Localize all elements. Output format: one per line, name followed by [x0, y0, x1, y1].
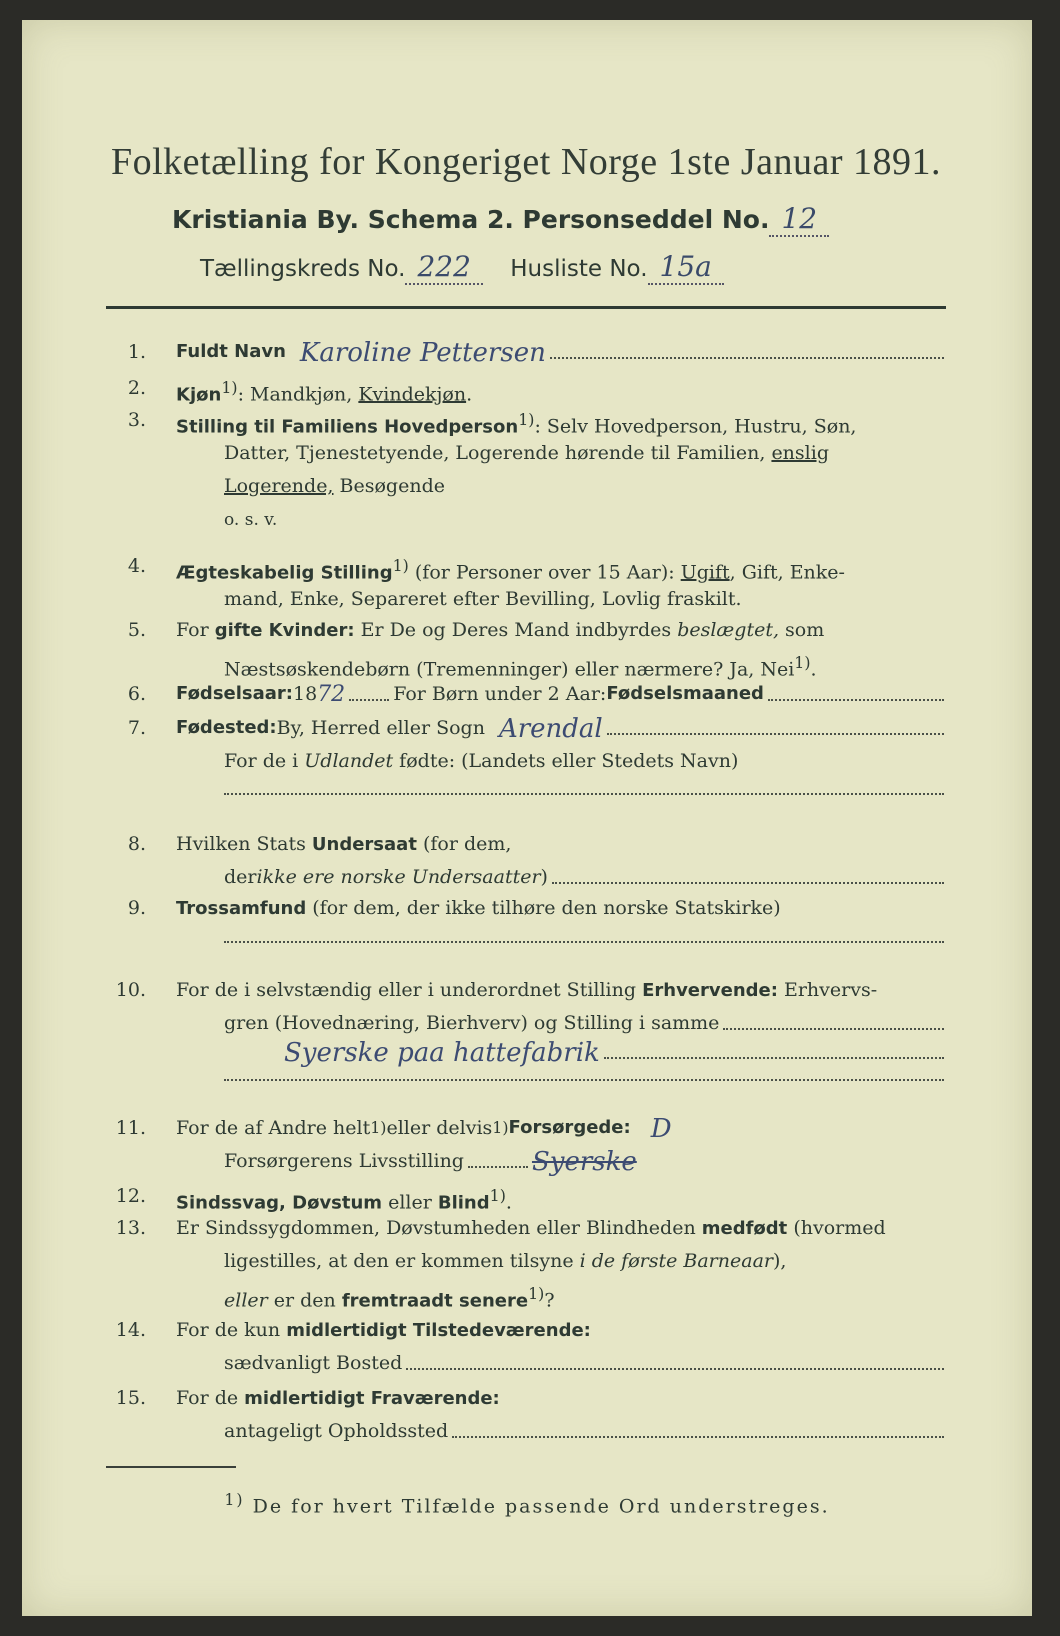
item-13-italic: i de første Barneaar	[579, 1250, 773, 1272]
item-number: 14.	[115, 1319, 146, 1341]
item-13-text4: er den	[267, 1289, 342, 1312]
item-3-line2	[224, 439, 948, 467]
item-8-line1	[176, 830, 948, 859]
item-4	[106, 552, 948, 618]
item-3-underlined2: Logerende,	[224, 475, 334, 497]
footnote-ref: 1)	[794, 653, 811, 672]
item-5-line1	[176, 616, 948, 645]
item-4-label: Ægteskabelig Stilling	[176, 562, 393, 584]
item-7-label: Fødested:	[176, 717, 277, 738]
item-9-text: (for dem, der ikke tilhøre den norske Statskirke)	[306, 897, 781, 919]
item-3-text: : Selv Hovedperson, Hustru, Søn,	[534, 415, 857, 438]
item-3-text2: Datter, Tjenestetyende, Logerende hørende til Familien,	[224, 442, 766, 464]
item-10-line2	[224, 1009, 948, 1037]
item-10-label: Erhvervende:	[642, 980, 778, 1001]
fill-dots	[604, 1057, 944, 1059]
item-number: 2.	[127, 377, 146, 399]
item-number: 13.	[115, 1217, 146, 1239]
personseddel-number: 12	[769, 202, 829, 237]
item-10-line1	[176, 976, 948, 1005]
item-7-text: By, Herred eller Sogn	[276, 717, 485, 739]
footnote-ref: 1)	[370, 1118, 387, 1137]
item-7-text3: fødte: (Landets eller Stedets Navn)	[393, 750, 739, 772]
item-13-label: medfødt	[701, 1218, 788, 1239]
item-15-text2: antageligt Opholdssted	[224, 1420, 449, 1442]
item-11-text-b: eller delvis	[386, 1117, 493, 1139]
item-number: 15.	[115, 1387, 146, 1409]
supported-answer: D	[650, 1114, 672, 1144]
item-3	[106, 406, 948, 536]
kreds-label: Tællingskreds No.	[200, 256, 406, 282]
item-15-label: midlertidigt Fraværende:	[244, 1388, 500, 1409]
item-10	[106, 976, 948, 1086]
item-12-line	[176, 1182, 948, 1217]
husliste-label: Husliste No.	[510, 256, 648, 282]
item-5	[106, 616, 948, 682]
item-3-line3	[224, 472, 948, 500]
fill-dots	[552, 882, 944, 884]
item-11-line2	[224, 1147, 948, 1175]
item-8-text: Hvilken Stats	[176, 833, 312, 855]
census-form	[22, 20, 1032, 1616]
name-answer: Karoline Pettersen	[299, 338, 546, 368]
item-3-line1	[176, 406, 948, 441]
item-11-text: For de af Andre helt	[176, 1117, 371, 1139]
item-number: 10.	[115, 979, 146, 1001]
item-7	[106, 714, 948, 814]
item-13-line3	[224, 1280, 948, 1315]
item-7-line3	[224, 778, 948, 802]
item-number: 8.	[127, 833, 146, 855]
item-6-line	[176, 680, 948, 708]
footnote-ref: 1)	[221, 378, 238, 397]
item-13-italic2: eller	[224, 1289, 268, 1312]
item-10-line3	[224, 1036, 948, 1066]
item-8-line2	[224, 863, 948, 891]
item-number: 11.	[115, 1117, 146, 1139]
item-2-line	[176, 374, 948, 409]
item-number: 9.	[127, 897, 146, 919]
item-13-text2: ligestilles, at den er kommen tilsyne	[224, 1250, 580, 1272]
item-9-line1	[176, 894, 948, 923]
item-5-line2	[224, 649, 948, 683]
occupation-answer: Syerske paa hattefabrik	[284, 1038, 600, 1068]
item-3-text4: o. s. v.	[224, 510, 278, 530]
item-14-text2: sædvanligt Bosted	[224, 1352, 403, 1374]
item-14-line2	[224, 1349, 948, 1377]
item-11	[106, 1114, 948, 1180]
item-4-text-b: , Gift, Enke-	[729, 561, 845, 584]
item-14	[106, 1316, 948, 1382]
item-9-line2	[224, 926, 948, 950]
item-number: 1.	[127, 341, 146, 363]
fill-dots	[224, 941, 944, 943]
item-5-text-b: Er De og Deres Mand indbyrdes	[354, 619, 678, 641]
item-8-label: Undersaat	[311, 834, 417, 855]
item-5-text-c: som	[779, 619, 825, 641]
item-12-label: Sindssvag, Døvstum	[176, 1192, 383, 1214]
provider-occupation-answer: Syerske	[531, 1147, 637, 1177]
item-9	[106, 894, 948, 960]
item-2-end: .	[466, 383, 473, 406]
item-3-text3: Besøgende	[333, 475, 445, 497]
birthplace-answer: Arendal	[498, 714, 603, 744]
item-8-text3: )	[540, 866, 548, 888]
item-6-label: Fødselsaar:	[176, 683, 293, 704]
item-5-text2: Næstsøskendebørn (Tremenninger) eller nærmere? Ja, Nei	[224, 658, 795, 681]
item-13-text3: ),	[773, 1250, 787, 1272]
item-number: 7.	[127, 717, 146, 739]
fill-dots	[452, 1436, 944, 1438]
item-10-line4	[224, 1068, 948, 1088]
item-7-text2: For de i	[224, 750, 305, 772]
item-number: 5.	[127, 619, 146, 641]
item-8-text-b: (for dem,	[416, 833, 512, 855]
item-10-text2: gren (Hovednæring, Bierhverv) og Stilling i samme	[224, 1012, 720, 1034]
item-8-text2: der	[224, 866, 257, 888]
item-2-text: : Mandkjøn,	[237, 383, 359, 406]
footnote-ref: 1)	[518, 410, 535, 429]
item-5-italic: beslægtet,	[677, 619, 780, 641]
fill-dots	[723, 1028, 944, 1030]
footnote	[22, 1490, 1032, 1517]
item-4-line2: mand, Enke, Separeret efter Bevilling, Lovlig fraskilt.	[224, 588, 742, 610]
item-1	[106, 338, 948, 372]
fill-dots	[224, 1079, 944, 1081]
item-5-label: gifte Kvinder:	[214, 620, 355, 641]
fill-dots	[406, 1368, 944, 1370]
form-title: Folketælling for Kongeriget Norge 1ste Januar 1891.	[110, 141, 942, 183]
item-5-text: For	[176, 619, 215, 641]
year-prefix: 18	[293, 683, 318, 705]
footnote-ref: 1)	[492, 1118, 509, 1137]
item-12-label2: Blind	[437, 1192, 490, 1214]
item-10-text: For de i selvstændig eller i underordnet Stilling	[176, 979, 643, 1001]
item-7-line1	[176, 714, 948, 742]
footnote-mark: 1)	[224, 1490, 245, 1509]
item-4-underlined: Ugift	[680, 561, 730, 584]
schema-line	[172, 202, 829, 235]
item-15-line1	[176, 1384, 948, 1413]
item-13-text-b: (hvormed	[787, 1217, 886, 1239]
item-8	[106, 830, 948, 896]
item-3-label: Stilling til Familiens Hovedperson	[176, 416, 519, 438]
birth-year-answer: 72	[317, 682, 346, 707]
fill-dots	[224, 793, 944, 795]
item-number: 6.	[127, 683, 146, 705]
item-13-end: ?	[544, 1289, 555, 1312]
fill-dots	[349, 699, 389, 701]
header-rule	[106, 306, 946, 309]
item-number: 3.	[127, 409, 146, 431]
item-number: 4.	[127, 555, 146, 577]
item-6-label2: Fødselsmaaned	[606, 683, 764, 704]
item-10-text-b: Erhvervs-	[777, 979, 878, 1001]
item-8-italic: ikke ere norske Undersaatter	[256, 866, 541, 888]
item-11-text2: Forsørgerens Livsstilling	[224, 1150, 464, 1172]
item-11-label: Forsørgede:	[508, 1117, 631, 1138]
item-13-text: Er Sindssygdommen, Døvstumheden eller Blindheden	[176, 1217, 702, 1239]
schema-label: Kristiania By. Schema 2. Personseddel No.	[172, 205, 770, 234]
item-1-line	[176, 338, 948, 366]
item-14-line1	[176, 1316, 948, 1345]
item-4-line1	[176, 552, 948, 587]
item-9-label: Trossamfund	[176, 898, 307, 919]
fill-dots	[550, 357, 944, 359]
item-4-text: (for Personer over 15 Aar):	[408, 561, 681, 584]
item-15	[106, 1384, 948, 1450]
item-14-label: midlertidigt Tilstedeværende:	[286, 1320, 591, 1341]
fill-dots	[768, 699, 944, 701]
item-12-text: eller	[382, 1191, 438, 1214]
footnote-ref: 1)	[528, 1284, 545, 1303]
item-13-line1	[176, 1214, 948, 1243]
fill-dots	[607, 733, 944, 735]
kreds-number: 222	[405, 250, 482, 285]
footnote-ref: 1)	[392, 556, 409, 575]
footnote-text: De for hvert Tilfælde passende Ord understreges.	[244, 1495, 830, 1518]
item-14-text: For de kun	[176, 1319, 287, 1341]
item-12-end: .	[505, 1191, 512, 1214]
fill-dots	[468, 1166, 528, 1168]
item-2-label: Kjøn	[176, 384, 222, 406]
husliste-number: 15a	[648, 250, 724, 285]
footnote-ref: 1)	[489, 1186, 506, 1205]
footnote-rule	[106, 1466, 236, 1468]
item-2-underlined: Kvindekjøn	[358, 383, 467, 406]
item-15-text: For de	[176, 1387, 245, 1409]
item-3-underlined: enslig	[771, 442, 829, 464]
item-13	[106, 1214, 948, 1314]
item-13-label2: fremtraadt senere	[341, 1290, 529, 1312]
item-1-label: Fuldt Navn	[176, 341, 286, 362]
item-6-text: For Børn under 2 Aar:	[393, 683, 607, 705]
item-11-line1	[176, 1114, 948, 1142]
item-5-end: .	[810, 658, 817, 681]
item-13-line2	[224, 1247, 948, 1275]
item-number: 12.	[115, 1185, 146, 1207]
item-7-line2	[224, 747, 948, 775]
kreds-line	[200, 250, 724, 283]
item-15-line2	[224, 1417, 948, 1445]
item-7-italic: Udlandet	[304, 750, 394, 772]
